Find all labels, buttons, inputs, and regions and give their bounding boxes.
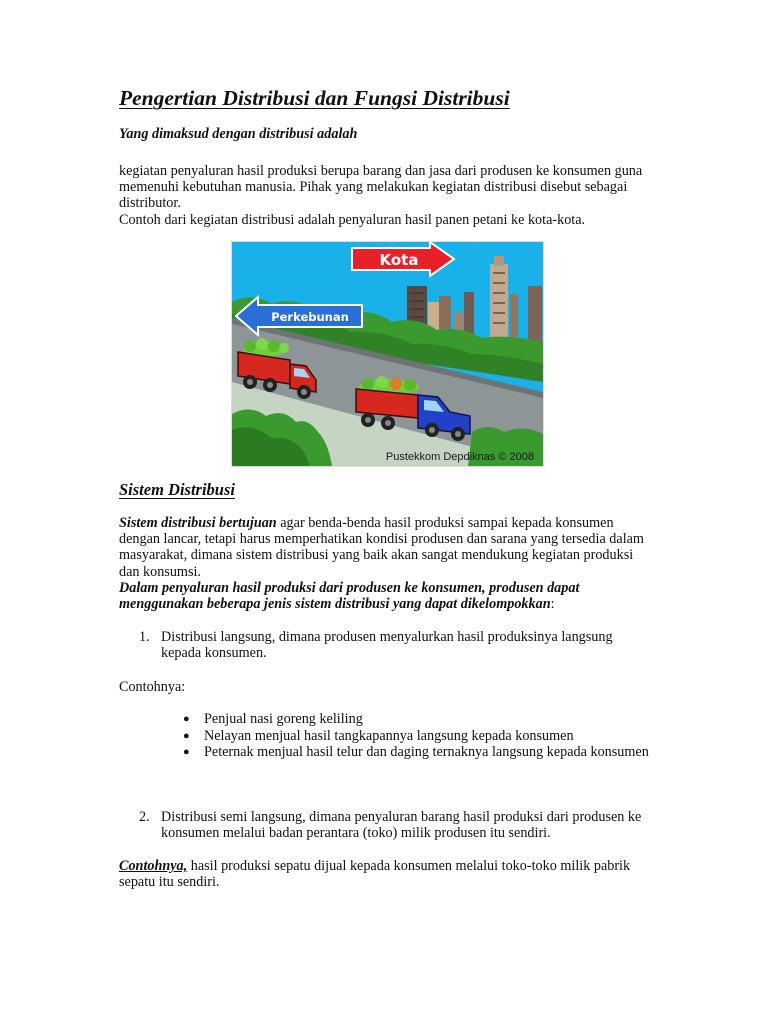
closing-line: Contohnya, hasil produksi sepatu dijual kepada konsumen melalui toko-toko milik pabrik [119, 858, 631, 874]
list-item: ● Peternak menjual hasil telur dan daging ternaknya langsung kepada konsumen [183, 744, 649, 760]
bullet-icon: ● [183, 713, 190, 725]
system-line: dengan lancar, tetapi harus memperhatikan kondisi produsen dan sarana yang tersedia dalam [119, 531, 644, 548]
definition-heading: Yang dimaksud dengan distribusi adalah [119, 126, 358, 142]
system-lead: Sistem distribusi bertujuan [119, 515, 277, 531]
bullet-icon: ● [183, 729, 190, 742]
list-number: 1. [139, 629, 150, 645]
list-number: 2. [139, 809, 150, 825]
system-paragraph [119, 515, 679, 612]
closing-line: sepatu itu sendiri. [119, 874, 220, 891]
list-text: Distribusi semi langsung, dimana penyaluran barang hasil produksi dari produsen ke konsumen melalui badan perantara (toko) milik produsen itu sendiri. [161, 809, 642, 842]
list-item: ● Nelayan menjual hasil tangkapannya langsung kepada konsumen [183, 727, 574, 744]
illustration-credit: Pustekkom Depdiknas © 2008 [385, 451, 534, 463]
bullet-icon: ● [183, 746, 190, 758]
system-bold-line: Dalam penyaluran hasil produksi dari produsen ke konsumen, produsen dapat [119, 579, 580, 596]
definition-line: Contoh dari kegiatan distribusi adalah penyaluran hasil panen petani ke kota-kota. [119, 211, 586, 228]
page-title: Pengertian Distribusi dan Fungsi Distribusi [119, 86, 510, 110]
section-heading: Sistem Distribusi [119, 480, 235, 499]
examples-list [183, 711, 649, 761]
examples-label: Contohnya: [119, 679, 186, 695]
closing-paragraph [119, 858, 679, 890]
definition-line: distributor. [119, 195, 181, 212]
system-line1-rest: agar benda-benda hasil produksi sampai kepada konsumen [276, 515, 614, 531]
sign-kota-label: Kota [379, 251, 419, 269]
definition-line: memenuhi kebutuhan manusia. Pihak yang melakukan kegiatan distribusi disebut sebagai [119, 179, 628, 196]
illustration-canvas [232, 242, 543, 466]
system-line: masyarakat, dimana sistem distribusi yang baik akan sangat mendukung kegiatan produksi [119, 547, 634, 564]
system-line [119, 515, 679, 531]
system-line: dan konsumsi. [119, 563, 201, 580]
system-bold-line: menggunakan beberapa jenis sistem distribusi yang dapat dikelompokkan: [119, 596, 555, 613]
sign-kota [352, 242, 454, 276]
closing-lead: Contohnya, [119, 858, 188, 874]
sign-perkebunan-label: Perkebunan [271, 310, 349, 324]
list-text: Distribusi langsung, dimana produsen menyalurkan hasil produksinya langsung kepada konsumen. [161, 629, 613, 662]
distribution-illustration [231, 241, 544, 467]
list-item: ● Penjual nasi goreng keliling [183, 711, 363, 727]
definition-paragraph [119, 163, 679, 228]
definition-line: kegiatan penyaluran hasil produksi berupa barang dan jasa dari produsen ke konsumen guna [119, 163, 643, 179]
